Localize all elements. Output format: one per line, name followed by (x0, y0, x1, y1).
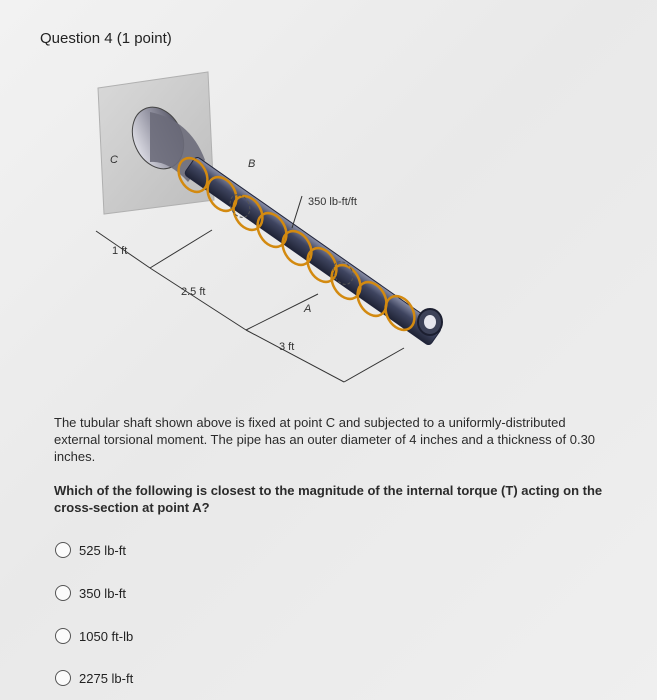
option-label: 2275 lb-ft (79, 670, 134, 686)
label-c: C (110, 154, 118, 166)
option-350[interactable] (55, 585, 126, 601)
option-label: 525 lb-ft (79, 542, 126, 558)
load-label: 350 lb-ft/ft (308, 196, 357, 208)
radio-button[interactable] (55, 542, 71, 558)
dim-label-1ft: 1 ft (112, 245, 128, 257)
question-title: Question 4 (1 point) (40, 30, 172, 47)
dim-label-3ft: 3 ft (279, 341, 295, 353)
radio-button[interactable] (55, 628, 71, 644)
dim-label-2-5ft: 2.5 ft (181, 286, 206, 298)
radio-button[interactable] (55, 670, 71, 686)
problem-description: The tubular shaft shown above is fixed at point C and subjected to a uniformly-distributed external torsional moment. The pipe has an outer diameter of 4 inches and a thickness of 0.30 inches. (54, 415, 596, 464)
option-1050[interactable] (55, 628, 133, 644)
option-label: 350 lb-ft (79, 585, 126, 601)
label-b: B (248, 158, 256, 170)
radio-button[interactable] (55, 585, 71, 601)
option-525[interactable] (55, 542, 126, 558)
question-text: Which of the following is closest to the magnitude of the internal torque (T) acting on the cross-section at point A? (54, 483, 603, 515)
label-a: A (304, 303, 312, 315)
option-label: 1050 ft-lb (79, 628, 134, 644)
question-prompt (54, 414, 614, 533)
tubular-shaft (184, 156, 442, 346)
option-2275[interactable] (55, 670, 133, 686)
